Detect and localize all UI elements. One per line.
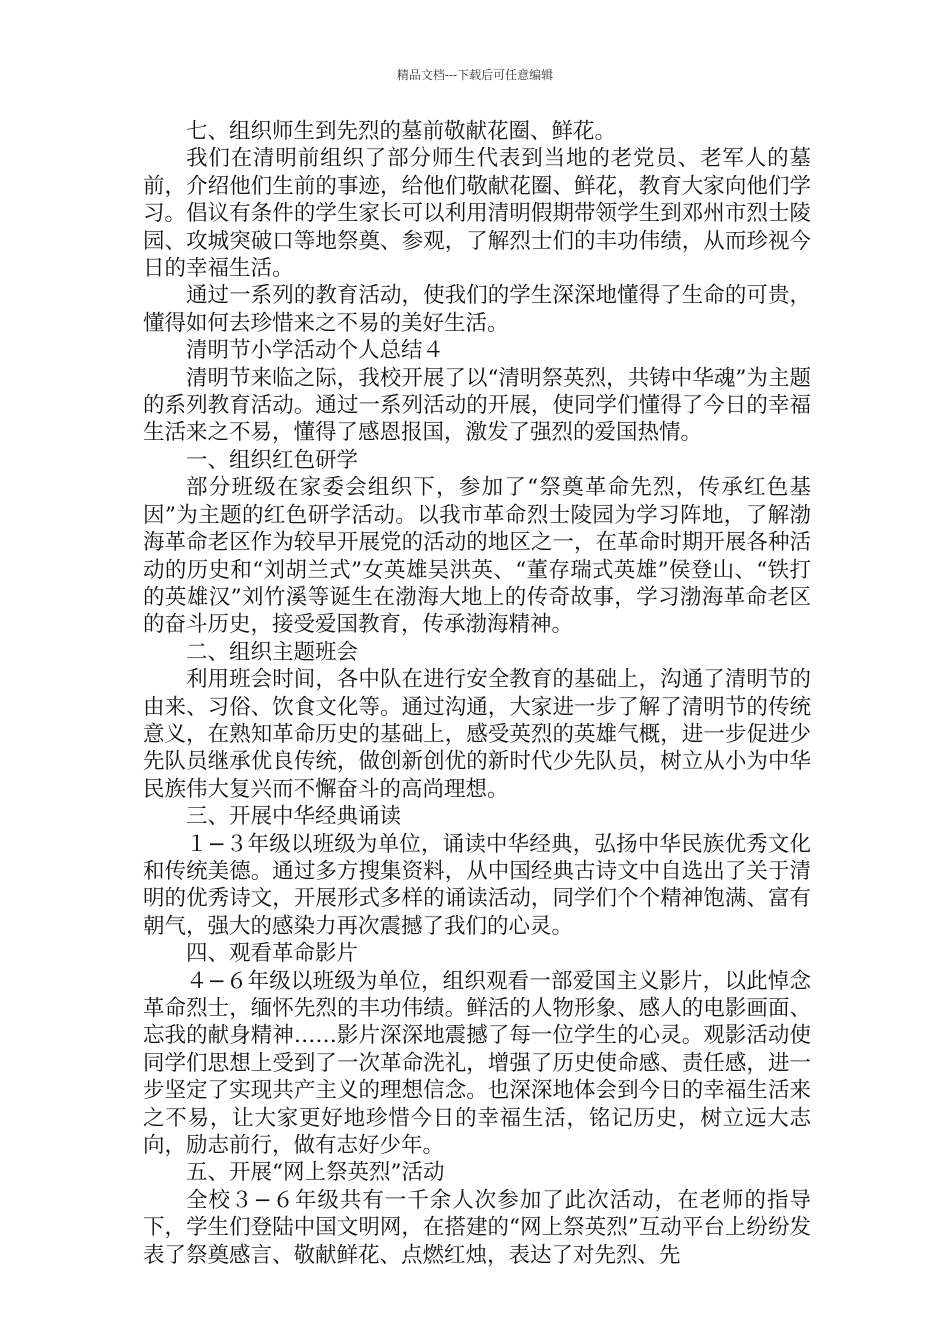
paragraph: 部分班级在家委会组织下，参加了“祭奠革命先烈，传承红色基因”为主题的红色研学活动。以我市革命烈士陵园为学习阵地，了解渤海革命老区作为较早开展党的活动的地区之一，在革命时期开展各种活动的历史和“刘胡兰式”女英雄吴洪英、“董存瑞式英雄”侯登山、“铁打的英雄汉”刘竹溪等诞生在渤海大地上的传奇故事，学习渤海革命老区的奋斗历史，接受爱国教育，传承渤海精神。 <box>143 475 811 638</box>
section-heading-5: 五、开展“网上祭英烈”活动 <box>186 1160 445 1186</box>
paragraph: 利用班会时间，各中队在进行安全教育的基础上，沟通了清明节的由来、习俗、饮食文化等。通过沟通，大家进一步了解了清明节的传统意义，在熟知革命历史的基础上，感受英烈的英雄气概，进一步促进少先队员继承优良传统，做创新创优的新时代少先队员，树立从小为中华民族伟大复兴而不懈奋斗的高尚理想。 <box>143 667 811 802</box>
document-body <box>143 118 811 1269</box>
paragraph: 全校３−６年级共有一千余人次参加了此次活动，在老师的指导下，学生们登陆中国文明网，在搭建的“网上祭英烈”互动平台上纷纷发表了祭奠感言、敬献鲜花、点燃红烛，表达了对先烈、先 <box>143 1187 811 1268</box>
paragraph: 通过一系列的教育活动，使我们的学生深深地懂得了生命的可贵，懂得如何去珍惜来之不易的美好生活。 <box>143 283 811 336</box>
paragraph: ４−６年级以班级为单位，组织观看一部爱国主义影片，以此悼念革命烈士，缅怀先烈的丰功伟绩。鲜活的人物形象、感人的电影画面、忘我的献身精神……影片深深地震撼了每一位学生的心灵。观影活动使同学们思想上受到了一次革命洗礼，增强了历史使命感、责任感，进一步坚定了实现共产主义的理想信念。也深深地体会到今日的幸福生活来之不易，让大家更好地珍惜今日的幸福生活，铭记历史，树立远大志向，励志前行，做有志好少年。 <box>143 968 811 1159</box>
section-heading-4: 四、观看革命影片 <box>186 941 359 967</box>
page-header: 精品文档---下载后可任意编辑 <box>396 68 554 82</box>
section-heading-7: 七、组织师生到先烈的墓前敬献花圈、鲜花。 <box>186 119 617 144</box>
paragraph: １−３年级以班级为单位，诵读中华经典，弘扬中华民族优秀文化和传统美德。通过多方搜集资料，从中国经典古诗文中自选出了关于清明的优秀诗文，开展形式多样的诵读活动，同学们个个精神饱满、富有朝气，强大的感染力再次震撼了我们的心灵。 <box>143 831 811 939</box>
section-heading-3: 三、开展中华经典诵读 <box>186 804 402 830</box>
section-heading-2: 二、组织主题班会 <box>186 639 359 665</box>
paragraph: 我们在清明前组织了部分师生代表到当地的老党员、老军人的墓前，介绍他们生前的事迹，给他们敬献花圈、鲜花，教育大家向他们学习。倡议有条件的学生家长可以利用清明假期带领学生到邓州市烈士陵园、攻城突破口等地祭奠、参观，了解烈士们的丰功伟绩，从而珍视今日的幸福生活。 <box>143 146 811 282</box>
paragraph: 清明节来临之际，我校开展了以“清明祭英烈，共铸中华魂”为主题的系列教育活动。通过一系列活动的开展，使同学们懂得了今日的幸福生活来之不易，懂得了感恩报国，激发了强烈的爱国热情。 <box>143 365 811 446</box>
section-heading-1: 一、组织红色研学 <box>186 447 359 473</box>
document-subtitle: 清明节小学活动个人总结４ <box>186 338 445 364</box>
